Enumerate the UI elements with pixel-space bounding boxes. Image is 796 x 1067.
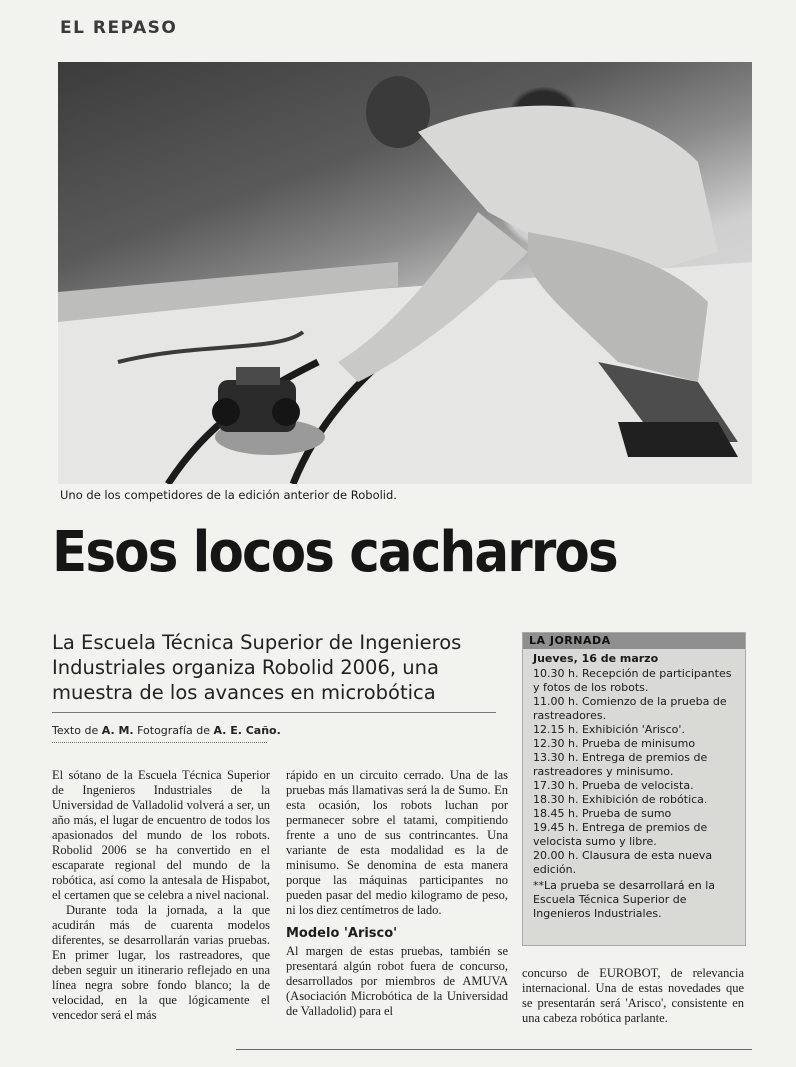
sidebar-note: **La prueba se desarrollará en la Escuela Técnica Superior de Ingenieros Industriales. (533, 879, 716, 920)
section-label: EL REPASO (60, 18, 178, 38)
body-paragraph: Al margen de estas pruebas, también se presentará algún robot fuera de concurso, desarrollados por miembros de AMUVA (Asociación Microbótica de la Universidad de Valladolid) para el (286, 944, 508, 1018)
sidebar-date: Jueves, 16 de marzo (533, 652, 659, 665)
byline-author: A. M. (101, 724, 134, 737)
body-paragraph: El sótano de la Escuela Técnica Superior de Ingenieros Industriales de la Universidad de Valladolid volverá a ser, un año más, el lugar de encuentro de todos los apasionados del mundo de los robots. Robolid 2006 se ha convertido en el escaparate regional del mundo de la robótica, así como la antesala de Hispabot, el certamen que se celebra a nivel nacional. (52, 768, 270, 902)
robot-competitor-illustration (58, 62, 752, 484)
schedule-item: 18.45 h. Prueba de sumo (533, 807, 672, 820)
schedule-item: 13.30 h. Entrega de premios de rastreadores y minisumo. (533, 751, 708, 778)
body-column-1 (52, 768, 270, 1023)
schedule-item: 12.15 h. Exhibición 'Arisco'. (533, 723, 685, 736)
sidebar-title: LA JORNADA (523, 633, 745, 649)
subhead-divider (52, 712, 496, 713)
schedule-item: 10.30 h. Recepción de participantes y fotos de los robots. (533, 667, 732, 694)
photo-caption: Uno de los competidores de la edición anterior de Robolid. (60, 488, 397, 502)
schedule-item: 19.45 h. Entrega de premios de velocista sumo y libre. (533, 821, 708, 848)
body-paragraph: concurso de EUROBOT, de relevancia internacional. Una de estas novedades que se presentarán será 'Arisco', consistente en una cabeza robótica parlante. (522, 966, 744, 1025)
byline (52, 724, 281, 737)
schedule-item: 17.30 h. Prueba de velocista. (533, 779, 694, 792)
byline-divider (52, 742, 267, 743)
section-heading: Modelo 'Arisco' (286, 926, 398, 941)
schedule-sidebar (522, 632, 746, 946)
page-bottom-rule (236, 1049, 752, 1050)
article-headline: Esos locos cacharros (52, 520, 617, 585)
byline-photographer: A. E. Caño. (213, 724, 281, 737)
byline-text-prefix: Texto de (52, 724, 102, 737)
body-column-3 (522, 966, 744, 1026)
body-paragraph: Durante toda la jornada, a la que acudirán más de cuarenta modelos diferentes, se desarrollarán varias pruebas. En primer lugar, los rastreadores, que deben seguir un itinerario reflejado en una línea negra sobre fondo blanco; la de velocidad, en la que lógicamente el vencedor será el más (52, 903, 270, 1022)
body-column-2 (286, 768, 508, 1019)
schedule-item: 20.00 h. Clausura de esta nueva edición. (533, 849, 713, 876)
body-paragraph: rápido en un circuito cerrado. Una de las pruebas más llamativas será la de Sumo. En esta ocasión, los robots luchan por permanecer sobre el tatami, compitiendo frente a uno de sus contrincantes. Una variante de esta modalidad es la de minisumo. Se denomina de esta manera porque las máquinas participantes no pueden pasar del medio kilogramo de peso, ni los diez centímetros de lado. (286, 768, 508, 917)
schedule-item: 18.30 h. Exhibición de robótica. (533, 793, 708, 806)
schedule-item: 11.00 h. Comienzo de la prueba de rastreadores. (533, 695, 727, 722)
byline-photo-prefix: Fotografía de (133, 724, 214, 737)
schedule-item: 12.30 h. Prueba de minisumo (533, 737, 696, 750)
article-subhead: La Escuela Técnica Superior de Ingenieros Industriales organiza Robolid 2006, una muestra de los avances en microbótica (52, 631, 462, 704)
article-photo (58, 62, 752, 484)
